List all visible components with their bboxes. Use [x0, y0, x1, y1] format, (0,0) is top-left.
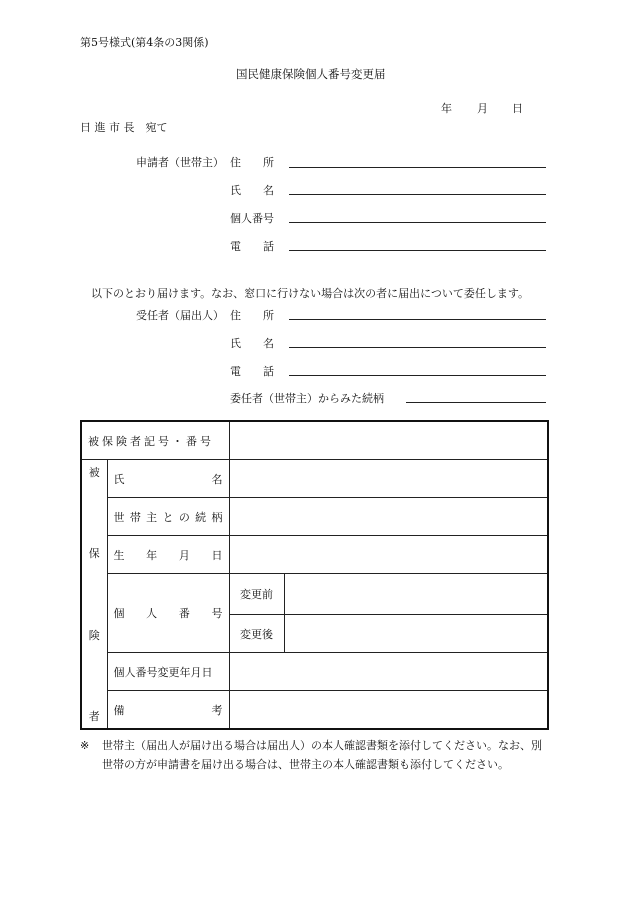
name-label [108, 471, 229, 487]
remarks-label [108, 702, 229, 718]
before-label-cell: 変更前 [229, 574, 284, 615]
label-char: 年 [146, 548, 158, 562]
table-row [81, 498, 548, 536]
label-char: 番 [178, 607, 190, 620]
table-row [81, 421, 548, 460]
delegate-name-label: 氏 名 [230, 337, 274, 350]
applicant-name-field[interactable] [289, 194, 546, 195]
birthdate-label [108, 547, 229, 563]
label-char: 個 [113, 607, 125, 620]
relationship-label-cell [107, 498, 229, 536]
my-number-label [108, 605, 229, 621]
birthdate-field[interactable] [229, 536, 548, 574]
delegate-relationship-label: 委任者（世帯主）からみた続柄 [230, 392, 384, 405]
label-char: 主 [146, 510, 158, 524]
label-char: 号 [211, 607, 223, 620]
my-number-before-field[interactable] [284, 574, 548, 615]
table-row [81, 536, 548, 574]
insured-side-char: 被 [88, 466, 100, 479]
applicant-phone-label: 電 話 [230, 240, 274, 253]
my-number-label-cell [107, 574, 229, 653]
table-row [81, 460, 548, 498]
insured-side-char: 険 [88, 628, 100, 642]
insured-number-label-cell: 被保険者記号・番号 [81, 421, 229, 460]
delegate-address-label: 住 所 [230, 309, 274, 322]
applicant-my-number-label: 個人番号 [230, 212, 274, 225]
delegate-phone-label: 電 話 [230, 365, 274, 378]
insured-side-char: 保 [88, 547, 100, 561]
delegate-phone-field[interactable] [289, 375, 546, 376]
my-number-after-field[interactable] [284, 615, 548, 653]
remarks-field[interactable] [229, 691, 548, 730]
label-char: 月 [178, 548, 190, 562]
label-char: と [162, 510, 174, 524]
label-char: 考 [211, 703, 223, 717]
applicant-my-number-field[interactable] [289, 222, 546, 223]
table-row [81, 653, 548, 691]
date-month-label: 月 [477, 102, 488, 115]
table-row [81, 574, 548, 615]
insured-info-table [80, 420, 549, 730]
change-date-label-cell: 個人番号変更年月日 [107, 653, 229, 691]
label-char: 世 [113, 510, 125, 524]
insured-side-char: 者 [88, 709, 100, 723]
label-char: 柄 [211, 510, 223, 524]
note-text: 世帯主（届出人が届け出る場合は届出人）の本人確認書類を添付してください。なお、別世帯の方が申請書を届け出る場合は、世帯主の本人確認書類も添付してください。 [102, 739, 542, 771]
note-mark: ※ [80, 739, 90, 752]
delegation-statement: 以下のとおり届けます。なお、窓口に行けない場合は次の者に届出について委任します。 [91, 287, 530, 300]
page-title: 国民健康保険個人番号変更届 [236, 67, 386, 81]
date-year-label: 年 [441, 102, 452, 115]
date-day-label: 日 [512, 102, 523, 115]
label-char: 氏 [113, 472, 125, 486]
relationship-label [108, 509, 229, 525]
label-char: 帯 [129, 510, 141, 524]
birthdate-label-cell [107, 536, 229, 574]
relationship-field[interactable] [229, 498, 548, 536]
applicant-name-label: 氏 名 [230, 184, 274, 197]
applicant-phone-field[interactable] [289, 250, 546, 251]
form-number: 第5号様式(第4条の3関係) [80, 36, 209, 49]
footnote [80, 736, 550, 774]
addressee: 日 進 市 長 宛て [80, 121, 168, 134]
label-char: 続 [195, 510, 207, 524]
delegate-relationship-field[interactable] [406, 402, 546, 403]
label-char: 生 [113, 548, 125, 562]
change-date-field[interactable] [229, 653, 548, 691]
insured-number-field[interactable] [229, 421, 548, 460]
after-label-cell: 変更後 [229, 615, 284, 653]
label-char: 人 [146, 607, 158, 620]
delegate-role-label: 受任者（届出人） [136, 309, 224, 322]
remarks-label-cell [107, 691, 229, 730]
applicant-role-label: 申請者（世帯主） [136, 156, 224, 169]
label-char: の [178, 510, 190, 524]
insured-name-field[interactable] [229, 460, 548, 498]
applicant-address-label: 住 所 [230, 156, 274, 169]
applicant-address-field[interactable] [289, 167, 546, 168]
label-char: 名 [211, 472, 223, 486]
delegate-address-field[interactable] [289, 319, 546, 320]
label-char: 備 [113, 703, 125, 717]
delegate-name-field[interactable] [289, 347, 546, 348]
label-char: 日 [211, 548, 223, 562]
table-row [81, 691, 548, 730]
insured-side-label [81, 460, 107, 730]
name-label-cell [107, 460, 229, 498]
